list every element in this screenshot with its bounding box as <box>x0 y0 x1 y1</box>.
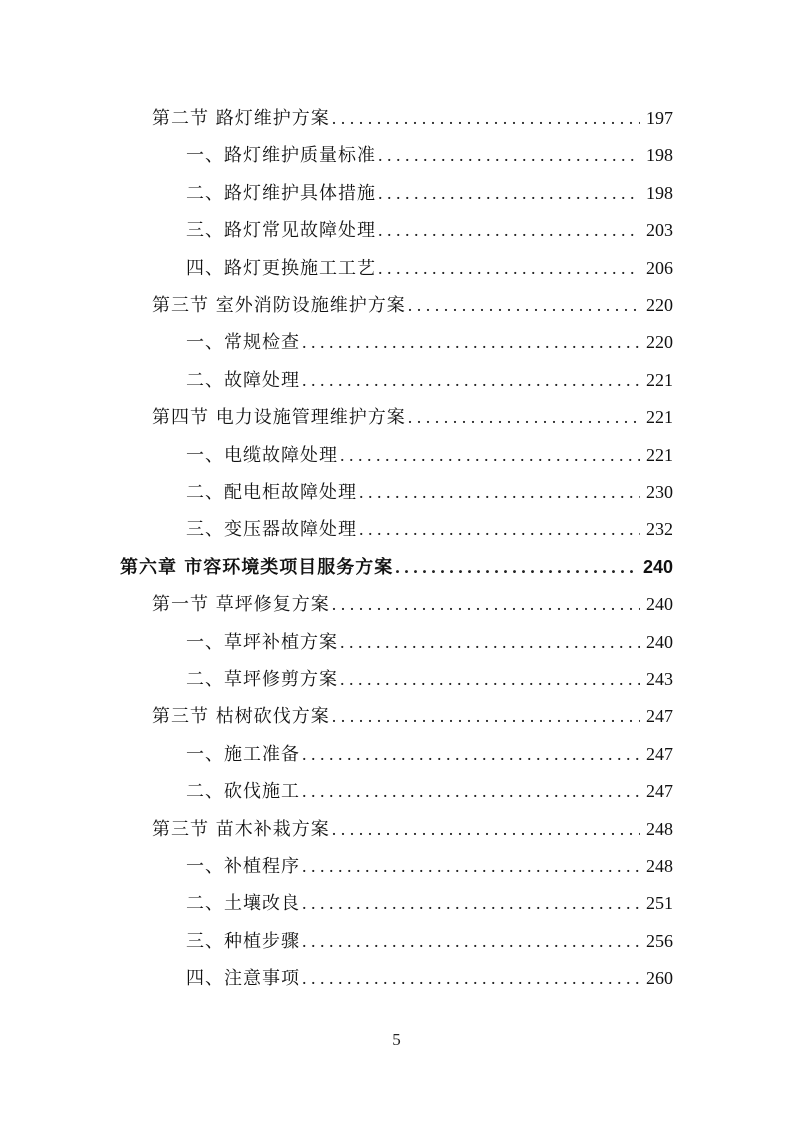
toc-entry-page: 220 <box>646 295 673 315</box>
toc-entry-label: 一、施工准备 <box>186 743 300 765</box>
toc-entry[interactable] <box>186 885 673 922</box>
toc-entry-label: 三、路灯常见故障处理 <box>186 220 376 242</box>
toc-entry-page: 197 <box>646 108 673 128</box>
toc-entry-page: 260 <box>646 968 673 989</box>
toc-entry[interactable] <box>186 474 673 511</box>
toc-chapter-entry[interactable] <box>120 549 673 586</box>
toc-entry-page: 247 <box>646 706 673 727</box>
toc-leader-dots <box>302 324 640 361</box>
toc-entry-page: 240 <box>646 631 673 652</box>
toc-leader-dots <box>302 885 640 922</box>
toc-leader-dots <box>378 212 640 249</box>
toc-leader-dots <box>302 923 640 960</box>
toc-entry-page: 248 <box>646 856 673 876</box>
toc-entry[interactable] <box>186 960 673 997</box>
toc-entry[interactable] <box>186 250 673 287</box>
toc-entry-label: 四、注意事项 <box>186 968 300 990</box>
toc-entry[interactable] <box>152 287 673 324</box>
toc-entry[interactable] <box>152 698 673 735</box>
toc-entry-label: 第六章 市容环境类项目服务方案 <box>120 556 394 578</box>
toc-entry[interactable] <box>186 324 673 361</box>
toc-leader-dots <box>408 399 640 436</box>
toc-entry-label: 二、草坪修剪方案 <box>186 669 338 690</box>
toc-entry-page: 221 <box>646 369 673 390</box>
toc-entry[interactable] <box>186 137 673 174</box>
toc-entry[interactable] <box>152 399 673 436</box>
toc-entry-page: 248 <box>646 818 673 839</box>
toc-leader-dots <box>359 511 640 548</box>
toc-entry-page: 221 <box>646 444 673 465</box>
toc-entry-label: 第二节 路灯维护方案 <box>152 108 330 129</box>
toc-entry-label: 二、路灯维护具体措施 <box>186 182 376 204</box>
toc-leader-dots <box>378 175 640 212</box>
toc-entry-page: 221 <box>646 407 673 428</box>
toc-entry-label: 三、变压器故障处理 <box>186 519 357 541</box>
toc-entry-label: 第四节 电力设施管理维护方案 <box>152 407 406 429</box>
toc-entry-page: 247 <box>646 743 673 764</box>
toc-leader-dots <box>340 661 640 698</box>
toc-entry-label: 四、路灯更换施工工艺 <box>186 257 376 279</box>
toc-entry[interactable] <box>186 212 673 249</box>
toc-entry-page: 198 <box>646 182 673 203</box>
toc-entry[interactable] <box>186 923 673 960</box>
toc-entry-label: 第三节 苗木补栽方案 <box>152 818 330 840</box>
toc-entry[interactable] <box>186 437 673 474</box>
toc-entry-page: 220 <box>646 332 673 353</box>
toc-entry-label: 二、砍伐施工 <box>186 781 300 803</box>
toc-entry[interactable] <box>186 175 673 212</box>
toc-leader-dots <box>340 437 640 474</box>
toc-entry-page: 232 <box>646 519 673 540</box>
toc-entry[interactable] <box>152 100 673 137</box>
toc-leader-dots <box>332 100 640 137</box>
toc-leader-dots <box>302 362 640 399</box>
toc-entry-page: 247 <box>646 781 673 802</box>
toc-entry-label: 三、种植步骤 <box>186 930 300 952</box>
toc-leader-dots <box>302 773 640 810</box>
toc-entry-page: 203 <box>646 220 673 241</box>
toc-entry-label: 第三节 室外消防设施维护方案 <box>152 295 406 316</box>
toc-entry-page: 198 <box>646 145 673 166</box>
toc-entry[interactable] <box>152 811 673 848</box>
toc-leader-dots <box>408 287 640 324</box>
toc-leader-dots <box>359 474 640 511</box>
toc-entry[interactable] <box>186 362 673 399</box>
toc-entry-label: 一、草坪补植方案 <box>186 631 338 653</box>
toc-entry[interactable] <box>186 511 673 548</box>
toc-entry-label: 二、配电柜故障处理 <box>186 482 357 503</box>
toc-entry[interactable] <box>152 586 673 623</box>
toc-entry-page: 251 <box>646 893 673 914</box>
toc-leader-dots <box>302 736 640 773</box>
toc-entry-page: 206 <box>646 257 673 278</box>
toc-entry[interactable] <box>186 624 673 661</box>
toc-entry-label: 第三节 枯树砍伐方案 <box>152 706 330 728</box>
page-number: 5 <box>392 1030 401 1049</box>
toc-entry-label: 第一节 草坪修复方案 <box>152 594 330 616</box>
toc-entry-label: 二、故障处理 <box>186 369 300 391</box>
toc-entry-label: 一、电缆故障处理 <box>186 444 338 466</box>
toc-entry-label: 一、常规检查 <box>186 332 300 354</box>
toc-entry-label: 一、补植程序 <box>186 856 300 877</box>
toc-entry-page: 256 <box>646 930 673 951</box>
toc-leader-dots <box>332 811 640 848</box>
toc-leader-dots <box>378 137 640 174</box>
toc-entry-page: 240 <box>642 556 673 577</box>
toc-entry-label: 一、路灯维护质量标准 <box>186 145 376 167</box>
toc-entry[interactable] <box>186 736 673 773</box>
toc-leader-dots <box>332 698 640 735</box>
toc-entry[interactable] <box>186 773 673 810</box>
toc-entry-page: 243 <box>646 669 673 689</box>
toc-leader-dots <box>302 960 640 997</box>
toc-leader-dots <box>302 848 640 885</box>
toc-entry-label: 二、土壤改良 <box>186 893 300 915</box>
toc-entry[interactable] <box>186 848 673 885</box>
toc-entry-page: 240 <box>646 594 673 615</box>
toc-leader-dots <box>340 624 640 661</box>
toc-leader-dots <box>395 549 637 586</box>
toc-leader-dots <box>378 250 640 287</box>
toc-entry[interactable] <box>186 661 673 698</box>
toc-entry-page: 230 <box>646 482 673 502</box>
toc-leader-dots <box>332 586 640 623</box>
